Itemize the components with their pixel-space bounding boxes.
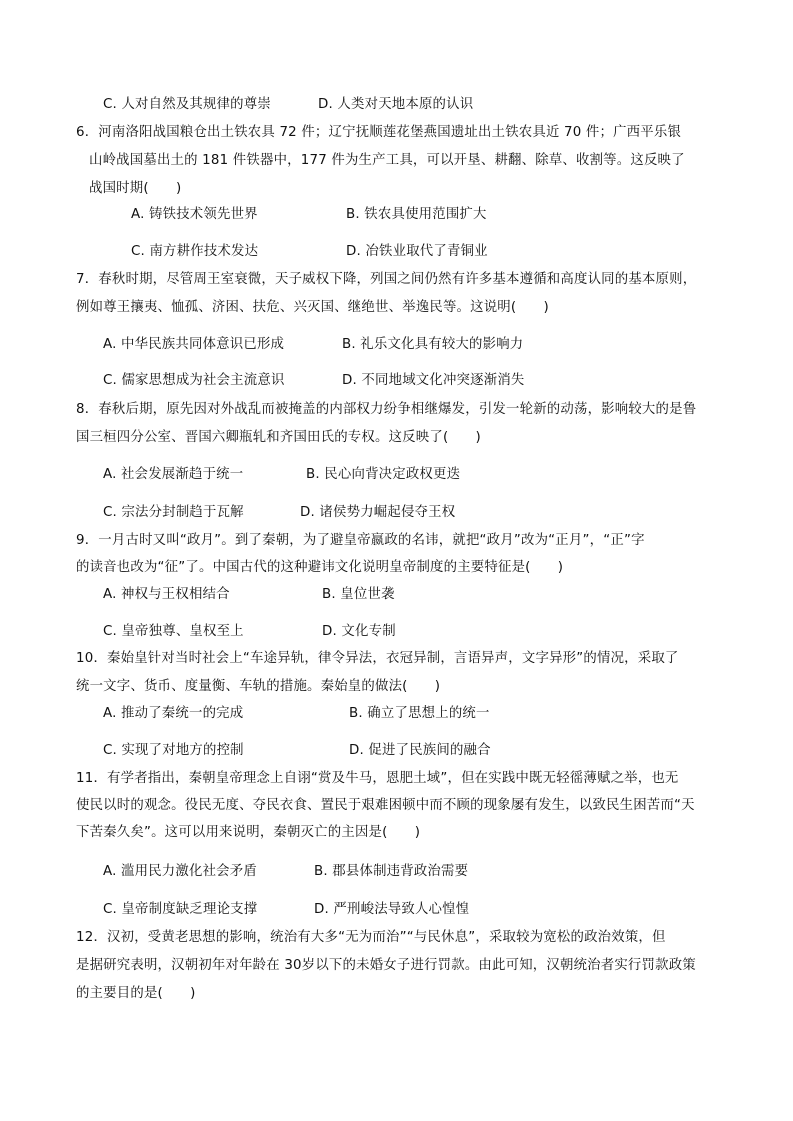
q9-stem-line-2: 的读音也改为“征”了。中国古代的这种避讳文化说明皇帝制度的主要特征是( ) (76, 560, 564, 575)
q11-option-c[interactable]: C. 皇帝制度缺乏理论支撑 (103, 902, 258, 917)
q7-stem-line-1: 7．春秋时期，尽管周王室衰微，天子威权下降，列国之间仍然有许多基本遵循和高度认同的基本原则， (76, 272, 697, 287)
q8-option-c[interactable]: C. 宗法分封制趋于瓦解 (103, 505, 244, 520)
q5-option-c[interactable]: C. 人对自然及其规律的尊崇 (103, 97, 271, 112)
q6-stem-line-2: 山岭战国墓出土的 181 件铁器中，177 件为生产工具，可以开垦、耕翻、除草、收割等。这反映了 (89, 153, 685, 168)
q9-stem-line-1: 9．一月古时又叫“政月”。到了秦朝，为了避皇帝嬴政的名讳，就把“政月”改为“正月”，“正”字 (76, 533, 645, 548)
q6-option-c[interactable]: C. 南方耕作技术发达 (131, 244, 259, 259)
q6-stem-line-1: 6．河南洛阳战国粮仓出土铁农具 72 件；辽宁抚顺莲花堡燕国遗址出土铁农具近 70 件；广西平乐银 (76, 125, 682, 140)
q7-option-a[interactable]: A. 中华民族共同体意识已形成 (103, 337, 285, 352)
q10-option-b[interactable]: B. 确立了思想上的统一 (349, 706, 490, 721)
q8-option-d[interactable]: D. 诸侯势力崛起侵夺王权 (300, 505, 456, 520)
q9-option-a[interactable]: A. 神权与王权相结合 (103, 587, 230, 602)
q9-option-b[interactable]: B. 皇位世袭 (322, 587, 395, 602)
q10-stem-line-1: 10．秦始皇针对当时社会上“车途异轨，律令异法，衣冠异制，言语异声，文字异形”的情况，采取了 (76, 651, 679, 666)
q11-option-b[interactable]: B. 郡县体制违背政治需要 (314, 864, 469, 879)
q6-option-d[interactable]: D. 冶铁业取代了青铜业 (346, 244, 488, 259)
q12-stem-line-2: 是据研究表明，汉朝初年对年龄在 30岁以下的未婚女子进行罚款。由此可知，汉朝统治者实行罚款政策 (76, 958, 696, 973)
q9-option-c[interactable]: C. 皇帝独尊、皇权至上 (103, 624, 244, 639)
q7-option-c[interactable]: C. 儒家思想成为社会主流意识 (103, 373, 285, 388)
q11-stem-line-1: 11．有学者指出，秦朝皇帝理念上自诩“赏及牛马，恩肥土域”，但在实践中既无轻徭薄赋之举，也无 (76, 771, 679, 786)
q11-stem-line-3: 下苦秦久矣”。这可以用来说明，秦朝灭亡的主因是( ) (76, 825, 421, 840)
q11-option-d[interactable]: D. 严刑峻法导致人心惶惶 (314, 902, 470, 917)
q10-option-d[interactable]: D. 促进了民族间的融合 (349, 743, 491, 758)
q12-stem-line-1: 12．汉初，受黄老思想的影响，统治有大多“无为而治”“与民休息”，采取较为宽松的政治效策，但 (76, 930, 666, 945)
q6-option-a[interactable]: A. 铸铁技术领先世界 (131, 207, 258, 222)
q10-option-c[interactable]: C. 实现了对地方的控制 (103, 743, 244, 758)
q5-option-d[interactable]: D. 人类对天地本原的认识 (318, 97, 474, 112)
q12-stem-line-3: 的主要目的是( ) (76, 986, 196, 1001)
q7-option-d[interactable]: D. 不同地域文化冲突逐渐消失 (342, 373, 525, 388)
q8-stem-line-1: 8．春秋后期，原先因对外战乱而被掩盖的内部权力纷争相继爆发，引发一轮新的动荡，影响较大的是鲁 (76, 402, 697, 417)
q10-option-a[interactable]: A. 推动了秦统一的完成 (103, 706, 244, 721)
q8-stem-line-2: 国三桓四分公室、晋国六卿瓶轧和齐国田氏的专权。这反映了( ) (76, 430, 481, 445)
q8-option-b[interactable]: B. 民心向背决定政权更迭 (306, 467, 461, 482)
q9-option-d[interactable]: D. 文化专制 (322, 624, 396, 639)
q7-option-b[interactable]: B. 礼乐文化具有较大的影响力 (342, 337, 524, 352)
q7-stem-line-2: 例如尊王攘夷、恤孤、济困、扶危、兴灭国、继绝世、举逸民等。这说明( ) (76, 300, 549, 315)
q10-stem-line-2: 统一文字、货币、度量衡、车轨的措施。秦始皇的做法( ) (76, 679, 441, 694)
q6-option-b[interactable]: B. 铁农具使用范围扩大 (346, 207, 487, 222)
q11-stem-line-2: 使民以时的观念。役民无度、夺民衣食、置民于艰难困顿中而不顾的现象屡有发生，以致民生困苦而“天 (76, 798, 695, 813)
q11-option-a[interactable]: A. 滥用民力激化社会矛盾 (103, 864, 257, 879)
q6-stem-line-3: 战国时期( ) (89, 181, 182, 196)
q8-option-a[interactable]: A. 社会发展渐趋于统一 (103, 467, 244, 482)
